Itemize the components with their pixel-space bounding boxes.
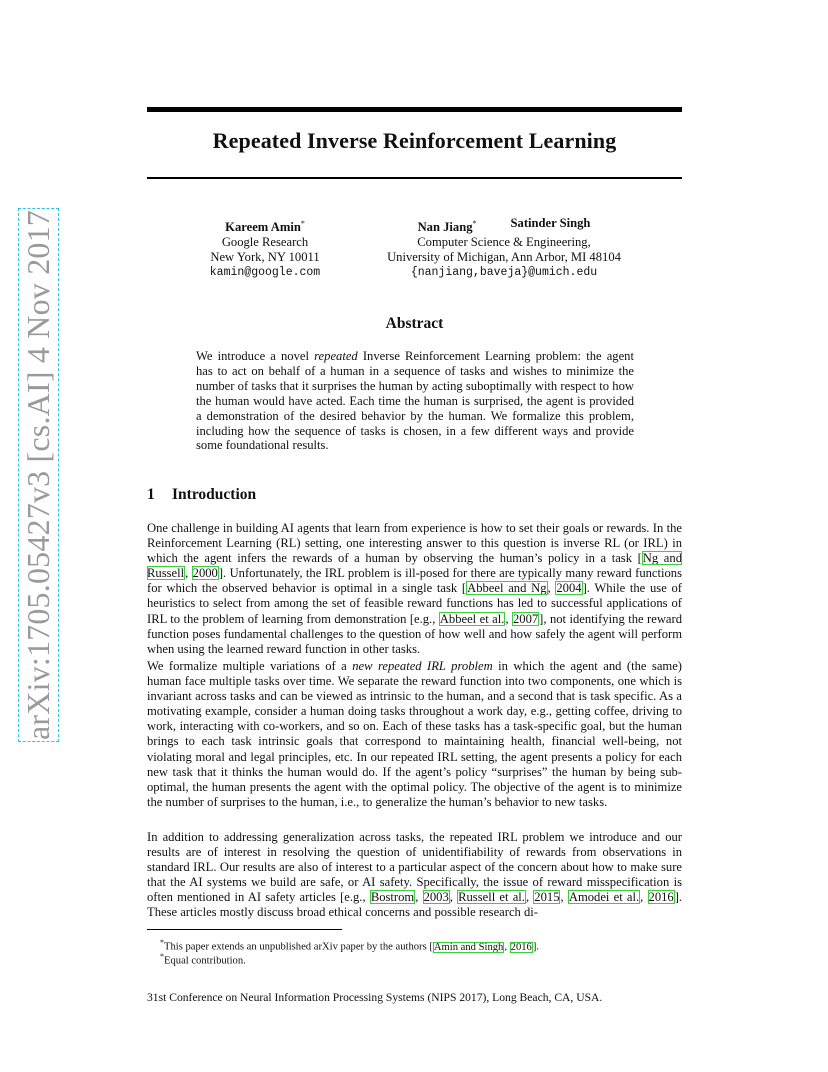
author-block-amin (195, 216, 335, 280)
author-address: University of Michigan, Ann Arbor, MI 48104 (387, 250, 621, 265)
paper-title: Repeated Inverse Reinforcement Learning (212, 128, 617, 153)
author-name: Nan Jiang (417, 220, 473, 235)
abstract-text: We introduce a novel repeated Inverse Reinforcement Learning problem: the agent has to act on behalf of a human in a sequence of tasks and wishes to minimize the number of tasks that it surprises the human by acting suboptimally with respect to how the human would have acted. Each time the human is surprised, the agent is provided a demonstration of the desired behavior by the human. We formalize this problem, including how the sequence of tasks is chosen, in a few different ways and provide some foundational results. (196, 349, 634, 453)
conference-note: 31st Conference on Neural Information Processing Systems (NIPS 2017), Long Beach, CA, USA. (147, 991, 603, 1004)
citation-link[interactable]: Abbeel and Ng (467, 581, 547, 596)
citation-link[interactable]: Bostrom (370, 890, 415, 905)
author-block-jiang-singh (372, 216, 636, 280)
footnote-2: *Equal contribution. (160, 952, 246, 967)
citation-link[interactable]: Russell et al. (458, 890, 525, 905)
citation-link[interactable]: 2016 (510, 941, 532, 953)
intro-paragraph-1: One challenge in building AI agents that learn from experience is how to set their goals or rewards. In the Reinforcement Learning (RL) setting, one interesting answer to this question is inverse RL (or IRL) in which the agent infers the rewards of a human by observing the human’s policy in a task [Ng and Russell, 2000]. Unfortunately, the IRL problem is ill-posed for there are typically many reward functions for which the observed behavior is optimal in a single task [Abbeel and Ng, 2004]. While the use of heuristics to select from among the set of feasible reward functions has led to successful applications of IRL to the problem of learning from demonstration [e.g., Abbeel et al., 2007], not identifying the reward function poses fundamental challenges to the question of how well and how safely the agent will perform when using the learned reward function in other tasks. (147, 521, 682, 656)
arxiv-stamp[interactable]: arXiv:1705.05427v3 [cs.AI] 4 Nov 2017 (20, 210, 56, 740)
author-email: kamin@google.com (209, 266, 321, 280)
author-address: New York, NY 10011 (210, 250, 320, 265)
section-heading (147, 486, 256, 504)
citation-link[interactable]: Amodei et al. (568, 890, 640, 905)
abstract-heading: Abstract (385, 315, 444, 332)
citation-link[interactable]: 2004 (556, 581, 582, 596)
citation-link[interactable]: 2016 (648, 890, 674, 905)
equal-contribution-mark: * (472, 219, 477, 228)
citation-link[interactable]: 2015 (534, 890, 560, 905)
author-affiliation: Google Research (221, 235, 309, 250)
citation-link[interactable]: 2007 (512, 611, 539, 626)
section-title: Introduction (172, 486, 257, 503)
footnote-rule (147, 929, 342, 930)
intro-paragraph-3: In addition to addressing generalization across tasks, the repeated IRL problem we introduce and our results are of interest in resolving the question of unidentifiability of rewards from observations in standard IRL. Our results are also of interest to a particular aspect of the concern about how to make sure that the AI systems we build are safe, or AI safety. Specifically, the issue of reward misspecification is often mentioned in AI safety articles [e.g., Bostrom, 2003, Russell et al., 2015, Amodei et al., 2016]. These articles mostly discuss broad ethical concerns and possible research di- (147, 830, 683, 920)
citation-link[interactable]: 2003 (423, 890, 449, 905)
author-name: Kareem Amin (225, 220, 301, 235)
equal-contribution-mark: * (300, 219, 305, 228)
citation-link[interactable]: Abbeel et al. (439, 611, 505, 626)
section-number: 1 (147, 486, 155, 503)
author-name: Satinder Singh (510, 216, 591, 230)
citation-link[interactable]: Ng and Russell (147, 551, 682, 581)
title-top-rule (147, 107, 682, 112)
citation-link[interactable]: Amin and Singh (433, 941, 504, 953)
citation-link[interactable]: 2000 (192, 566, 218, 581)
footnote-1: *This paper extends an unpublished arXiv paper by the authors [Amin and Singh, 2016]. (160, 938, 540, 953)
intro-paragraph-2: We formalize multiple variations of a new repeated IRL problem in which the agent and (the same) human face multiple tasks over time. We separate the reward function into two components, one which is invariant across tasks and can be viewed as intrinsic to the human, and a second that is task specific. As a motivating example, consider a human doing tasks throughout a work day, e.g., getting coffee, driving to work, interacting with co-workers, and so on. Each of these tasks has a task-specific goal, but the human brings to each task intrinsic goals that correspond to maintaining health, financial well-being, not violating moral and legal principles, etc. In our repeated IRL setting, the agent presents a policy for each new task that it thinks the human would do. If the agent’s policy “surprises” the human by being sub-optimal, the human presents the agent with the optimal policy. The objective of the agent is to minimize the number of surprises to the human, i.e., to generalize the human’s behavior to new tasks. (147, 659, 683, 809)
title-bottom-rule (147, 177, 682, 179)
author-affiliation: Computer Science & Engineering, (417, 235, 591, 250)
author-email: {nanjiang,baveja}@umich.edu (410, 266, 598, 280)
